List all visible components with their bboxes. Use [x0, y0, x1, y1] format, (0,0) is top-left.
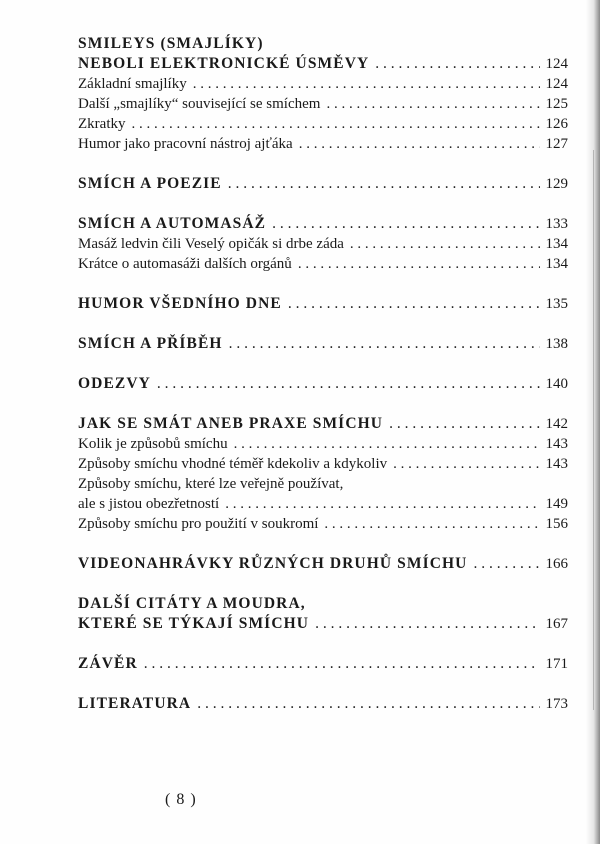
toc-entry-title: Způsoby smíchu vhodné téměř kdekoliv a kdykoliv	[78, 456, 388, 472]
toc-subentry	[78, 134, 568, 154]
dot-leader	[389, 414, 539, 434]
toc-chapter-entry	[78, 34, 568, 54]
toc-entry-page: 134	[545, 256, 568, 272]
toc-entry-title: SMÍCH A POEZIE	[78, 175, 222, 192]
toc-chapter-entry	[78, 174, 568, 194]
toc-entry-title: ZÁVĚR	[78, 655, 138, 672]
toc-subentry	[78, 74, 568, 94]
section-gap	[78, 634, 568, 654]
toc-entry-title: SMILEYS (SMAJLÍKY)	[78, 35, 264, 52]
toc-section	[78, 174, 568, 194]
dot-leader	[225, 494, 539, 514]
toc-subentry	[78, 474, 568, 494]
toc-section	[78, 34, 568, 154]
toc-entry-title: HUMOR VŠEDNÍHO DNE	[78, 295, 282, 312]
toc-chapter-entry	[78, 214, 568, 234]
section-gap	[78, 674, 568, 694]
dot-leader	[393, 454, 539, 474]
toc-entry-page: 142	[545, 416, 568, 432]
toc-entry-page: 166	[545, 556, 568, 572]
dot-leader	[326, 94, 539, 114]
toc-entry-page: 126	[545, 116, 568, 132]
toc-entry-title: SMÍCH A PŘÍBĚH	[78, 335, 223, 352]
dot-leader	[157, 374, 540, 394]
toc-entry-title: SMÍCH A AUTOMASÁŽ	[78, 215, 267, 232]
section-gap	[78, 274, 568, 294]
dot-leader	[131, 114, 539, 134]
toc-section	[78, 694, 568, 714]
section-gap	[78, 154, 568, 174]
toc-entry-title: Kolik je způsobů smíchu	[78, 436, 228, 452]
toc-chapter-entry	[78, 554, 568, 574]
dot-leader	[473, 554, 539, 574]
toc-section	[78, 374, 568, 394]
section-gap	[78, 194, 568, 214]
toc-entry-title: Krátce o automasáži dalších orgánů	[78, 256, 292, 272]
toc-subentry	[78, 454, 568, 474]
toc-entry-title: ale s jistou obezřetností	[78, 496, 220, 512]
toc-entry-title: Masáž ledvin čili Veselý opičák si drbe záda	[78, 236, 344, 252]
toc-entry-title: Zkratky	[78, 116, 126, 132]
dot-leader	[298, 254, 540, 274]
toc-entry-page: 140	[545, 376, 568, 392]
toc-entry-title: KTERÉ SE TÝKAJÍ SMÍCHU	[78, 615, 310, 632]
toc-subentry	[78, 254, 568, 274]
section-gap	[78, 354, 568, 374]
toc-section	[78, 554, 568, 574]
toc-entry-page: 125	[545, 96, 568, 112]
dot-leader	[315, 614, 539, 634]
toc-chapter-entry	[78, 374, 568, 394]
toc-section	[78, 594, 568, 634]
page-number: ( 8 )	[165, 791, 197, 808]
toc-chapter-entry	[78, 614, 568, 634]
dot-leader	[144, 654, 540, 674]
dot-leader	[193, 74, 540, 94]
toc-chapter-entry	[78, 54, 568, 74]
toc-entry-title: Další „smajlíky“ související se smíchem	[78, 96, 321, 112]
toc-entry-page: 134	[545, 236, 568, 252]
toc-subentry	[78, 514, 568, 534]
toc-entry-title: ODEZVY	[78, 375, 151, 392]
toc-entry-title: DALŠÍ CITÁTY A MOUDRA,	[78, 595, 306, 612]
toc-subentry	[78, 114, 568, 134]
section-gap	[78, 574, 568, 594]
toc-entry-title: JAK SE SMÁT ANEB PRAXE SMÍCHU	[78, 415, 384, 432]
toc-section	[78, 654, 568, 674]
toc-entry-page: 171	[545, 656, 568, 672]
toc-entry-page: 156	[545, 516, 568, 532]
section-gap	[78, 314, 568, 334]
toc-section	[78, 414, 568, 534]
toc-chapter-entry	[78, 654, 568, 674]
toc-section	[78, 214, 568, 274]
toc-entry-page: 135	[545, 296, 568, 312]
dot-leader	[324, 514, 539, 534]
dot-leader	[229, 334, 540, 354]
toc-entry-title: Způsoby smíchu, které lze veřejně používat,	[78, 476, 344, 492]
toc-entry-page: 173	[545, 696, 568, 712]
toc-chapter-entry	[78, 294, 568, 314]
toc-entry-page: 167	[545, 616, 568, 632]
toc-entry-title: Způsoby smíchu pro použití v soukromí	[78, 516, 319, 532]
toc-subentry	[78, 434, 568, 454]
table-of-contents	[78, 34, 568, 714]
toc-subentry	[78, 494, 568, 514]
section-gap	[78, 534, 568, 554]
toc-entry-title: VIDEONAHRÁVKY RŮZNÝCH DRUHŮ SMÍCHU	[78, 555, 468, 572]
toc-chapter-entry	[78, 694, 568, 714]
toc-entry-page: 127	[545, 136, 568, 152]
toc-entry-title: NEBOLI ELEKTRONICKÉ ÚSMĚVY	[78, 55, 370, 72]
toc-chapter-entry	[78, 414, 568, 434]
dot-leader	[272, 214, 539, 234]
toc-entry-title: Humor jako pracovní nástroj ajťáka	[78, 136, 293, 152]
toc-entry-page: 149	[545, 496, 568, 512]
toc-entry-page: 138	[545, 336, 568, 352]
toc-entry-page: 133	[545, 216, 568, 232]
toc-entry-title: LITERATURA	[78, 695, 192, 712]
scan-edge-line	[593, 150, 594, 710]
dot-leader	[197, 694, 539, 714]
toc-entry-title: Základní smajlíky	[78, 76, 187, 92]
toc-entry-page: 124	[545, 56, 568, 72]
toc-entry-page: 143	[545, 436, 568, 452]
toc-section	[78, 334, 568, 354]
toc-section	[78, 294, 568, 314]
toc-chapter-entry	[78, 334, 568, 354]
dot-leader	[288, 294, 540, 314]
dot-leader	[299, 134, 540, 154]
toc-entry-page: 129	[545, 176, 568, 192]
dot-leader	[375, 54, 539, 74]
dot-leader	[228, 174, 540, 194]
toc-chapter-entry	[78, 594, 568, 614]
toc-entry-page: 124	[545, 76, 568, 92]
toc-subentry	[78, 94, 568, 114]
section-gap	[78, 394, 568, 414]
toc-subentry	[78, 234, 568, 254]
dot-leader	[350, 234, 540, 254]
dot-leader	[234, 434, 540, 454]
toc-entry-page: 143	[545, 456, 568, 472]
